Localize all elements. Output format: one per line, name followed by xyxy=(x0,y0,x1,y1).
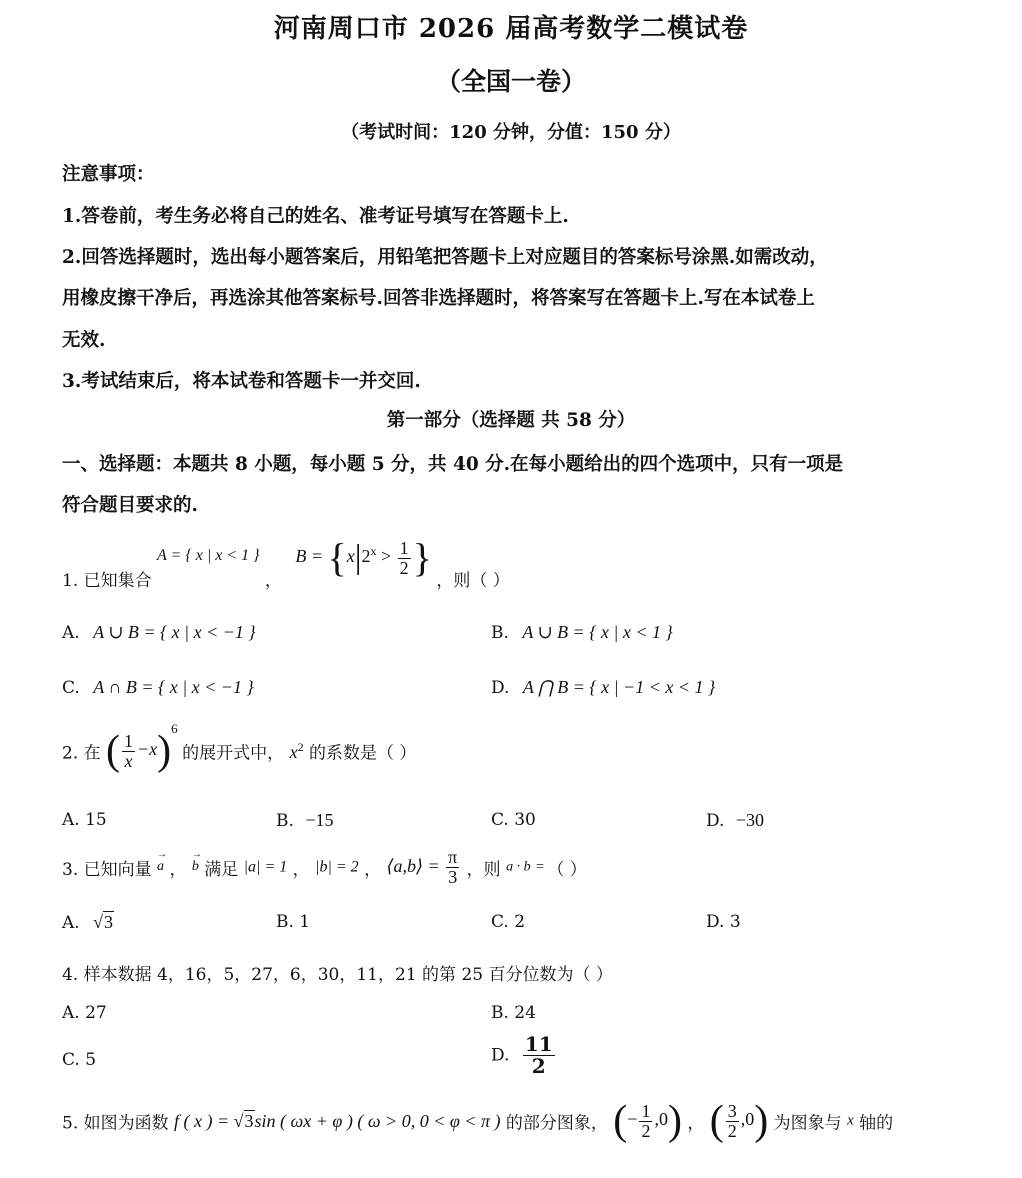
q4-option-d-num: 11 xyxy=(524,1032,553,1056)
q3-blank: （ ） xyxy=(547,859,587,880)
q2-minus-x: −x xyxy=(137,739,158,760)
q1-set-b-bar: | xyxy=(354,539,362,576)
q5-point-2-num: 3 xyxy=(727,1100,737,1121)
q3-option-c: C. 2 xyxy=(491,912,526,932)
q2-option-d-text: −30 xyxy=(735,810,764,830)
q1-set-b-base: 2 xyxy=(361,546,371,567)
notice-item-2-line-3: 无效. xyxy=(62,330,106,351)
q3-dot-product: a · b xyxy=(506,859,531,875)
q5-point-1-close: ) xyxy=(667,1098,682,1144)
q1-option-c xyxy=(62,677,254,698)
q1-option-d-label: D. xyxy=(491,678,510,698)
q3-option-a xyxy=(62,912,114,933)
q1-comma: ， xyxy=(264,570,282,591)
question-1 xyxy=(62,535,510,591)
q5-function xyxy=(174,1111,500,1131)
q1-set-a: A = { x | x < 1 } xyxy=(157,547,260,564)
q3-vector-b: → b xyxy=(192,859,199,875)
question-4: 4. 样本数据 4，16，5，27，6，30，11，21 的第 25 百分位数为（ ） xyxy=(62,965,613,985)
q5-point-2-open: ( xyxy=(709,1098,724,1144)
q5-sqrt-radicand: 3 xyxy=(244,1110,254,1131)
q5-point-2 xyxy=(709,1098,769,1144)
q1-set-b-close-brace: } xyxy=(412,535,432,580)
q3-sep-2: ， xyxy=(292,859,310,880)
q1-suffix: ，则（ ） xyxy=(436,570,510,591)
q3-angle xyxy=(386,847,461,887)
q5-point-2-close: ) xyxy=(754,1098,769,1144)
q3-option-b: B. 1 xyxy=(276,912,311,932)
notice-item-2-line-1: 2.回答选择题时，选出每小题答案后，用铅笔把答题卡上对应题目的答案标号涂黑.如需改动， xyxy=(62,247,828,268)
q2-fraction xyxy=(122,732,135,771)
q3-option-d: D. 3 xyxy=(706,912,741,932)
q1-set-b xyxy=(295,535,436,580)
exam-title: 河南周口市 2026 届高考数学二模试卷 xyxy=(273,14,749,44)
q2-option-b xyxy=(276,810,333,831)
q2-power: 6 xyxy=(171,721,178,737)
q1-option-a-label: A. xyxy=(62,623,80,643)
q2-mid: 的展开式中， xyxy=(182,743,285,764)
q2-close-paren: ) xyxy=(157,728,172,774)
part1-title: 第一部分（选择题 共 58 分） xyxy=(386,410,636,431)
q2-option-b-label: B. xyxy=(276,811,294,831)
q5-point-1-tail: ,0 xyxy=(654,1109,668,1130)
q3-abs-b: |b| = 2 xyxy=(315,858,359,876)
q3-sep-3: ， xyxy=(364,859,382,880)
q5-func-rest: sin ( ωx + φ ) ( ω > 0, 0 < φ < π ) xyxy=(254,1110,501,1131)
q3-vector-a: → a xyxy=(157,859,164,875)
q5-point-1-num: 1 xyxy=(641,1100,651,1121)
q2-option-c: C. 30 xyxy=(491,810,536,830)
q1-option-d xyxy=(491,677,715,698)
q3-sep-1: ， xyxy=(169,859,187,880)
q3-abs-a: |a| = 1 xyxy=(243,858,288,876)
q3-angle-text: ⟨a,b⟩ = xyxy=(386,855,445,876)
q2-term xyxy=(289,739,304,762)
q1-option-b-label: B. xyxy=(491,623,509,643)
q3-pi-fraction xyxy=(446,848,459,887)
q2-option-a: A. 15 xyxy=(62,810,107,830)
q5-prefix: 5. 如图为函数 xyxy=(62,1113,169,1134)
q3-option-a-radicand: 3 xyxy=(103,912,113,932)
q2-open-paren: ( xyxy=(106,728,121,774)
q2-option-d-label: D. xyxy=(706,811,725,831)
q1-option-c-label: C. xyxy=(62,678,80,698)
q1-option-b-text: A ∪ B = { x | x < 1 } xyxy=(522,622,673,642)
q5-point-1-fraction xyxy=(639,1102,652,1141)
q1-option-a xyxy=(62,622,256,643)
q2-prefix: 2. 在 xyxy=(62,743,101,764)
q2-suffix: 的系数是（ ） xyxy=(308,743,417,764)
q5-point-2-tail: ,0 xyxy=(740,1109,755,1130)
q2-option-d xyxy=(706,810,764,831)
q1-option-c-text: A ∩ B = { x | x < −1 } xyxy=(93,677,254,697)
q5-point-2-fraction xyxy=(726,1102,739,1141)
exam-subtitle: （全国一卷） xyxy=(435,67,586,96)
q4-option-d-fraction xyxy=(523,1034,555,1077)
q3-option-a-label: A. xyxy=(62,913,80,933)
q1-prefix: 1. 已知集合 xyxy=(62,570,152,591)
q1-option-a-text: A ∪ B = { x | x < −1 } xyxy=(93,622,256,642)
part1-instruction-line-1: 一、选择题：本题共 8 小题，每小题 5 分，共 40 分.在每小题给出的四个选项中，只有一项是 xyxy=(62,454,844,475)
part1-instruction-line-2: 符合题目要求的. xyxy=(62,495,198,516)
q1-option-b xyxy=(491,622,673,643)
q2-term-base: x xyxy=(289,741,298,762)
question-3 xyxy=(62,848,587,887)
exam-info: （考试时间：120 分钟，分值：150 分） xyxy=(341,122,681,143)
q5-sep: ， xyxy=(687,1113,705,1134)
question-2 xyxy=(62,721,417,774)
q3-pi-den: 3 xyxy=(448,866,458,887)
q1-set-b-open-brace: { xyxy=(327,535,347,580)
q2-term-exp: 2 xyxy=(297,739,304,754)
q3-prefix: 3. 已知向量 xyxy=(62,859,152,880)
notice-item-3: 3.考试结束后，将本试卷和答题卡一并交回. xyxy=(62,371,421,392)
q1-set-b-fraction xyxy=(398,539,411,578)
q4-option-a: A. 27 xyxy=(62,1003,107,1023)
q5-point-2-den: 2 xyxy=(727,1120,737,1141)
q1-set-b-den: 2 xyxy=(399,557,409,578)
q3-cond-mid: 满足 xyxy=(204,859,239,880)
q5-func-lhs: f ( x ) = xyxy=(174,1110,234,1131)
notice-item-2-line-2: 用橡皮擦干净后，再选涂其他答案标号.回答非选择题时，将答案写在答题卡上.写在本试卷上 xyxy=(62,288,815,309)
q5-axis-var: x xyxy=(847,1112,854,1129)
q5-mid: 的部分图象， xyxy=(505,1113,608,1134)
question-5 xyxy=(62,1100,893,1142)
q2-expression xyxy=(106,721,182,774)
q1-set-b-gt: > xyxy=(376,546,396,567)
q3-option-a-sqrt: √3 xyxy=(93,912,113,932)
q4-option-c: C. 5 xyxy=(62,1050,97,1070)
q3-then: ，则 xyxy=(466,859,501,880)
q5-sqrt: √3 xyxy=(233,1110,254,1131)
q3-pi-num: π xyxy=(448,847,458,867)
q2-option-b-text: −15 xyxy=(305,810,334,830)
q1-set-b-exp: x xyxy=(370,544,377,559)
q5-suffix-2: 轴的 xyxy=(859,1113,894,1134)
q4-option-b: B. 24 xyxy=(491,1003,536,1023)
q2-frac-den: x xyxy=(124,750,133,771)
notice-item-1: 1.答卷前，考生务必将自己的姓名、准考证号填写在答题卡上. xyxy=(62,206,569,227)
notice-heading: 注意事项： xyxy=(62,164,155,185)
q4-option-d-den: 2 xyxy=(531,1054,546,1078)
q5-point-1-open: ( xyxy=(613,1098,628,1144)
q1-set-b-var: x xyxy=(346,546,355,567)
q1-set-b-num: 1 xyxy=(399,537,409,558)
q1-set-b-left: B = xyxy=(295,546,328,567)
q2-frac-num: 1 xyxy=(124,730,134,751)
q5-point-1 xyxy=(613,1098,682,1144)
q4-option-d xyxy=(491,1034,557,1077)
q5-point-1-sign: − xyxy=(627,1109,638,1130)
q5-suffix-1: 为图象与 xyxy=(773,1113,842,1134)
q5-point-1-den: 2 xyxy=(641,1120,651,1141)
q1-option-d-text: A ⋂ B = { x | −1 < x < 1 } xyxy=(522,677,716,697)
q3-equals: = xyxy=(535,859,548,875)
q4-option-d-label: D. xyxy=(491,1045,510,1066)
